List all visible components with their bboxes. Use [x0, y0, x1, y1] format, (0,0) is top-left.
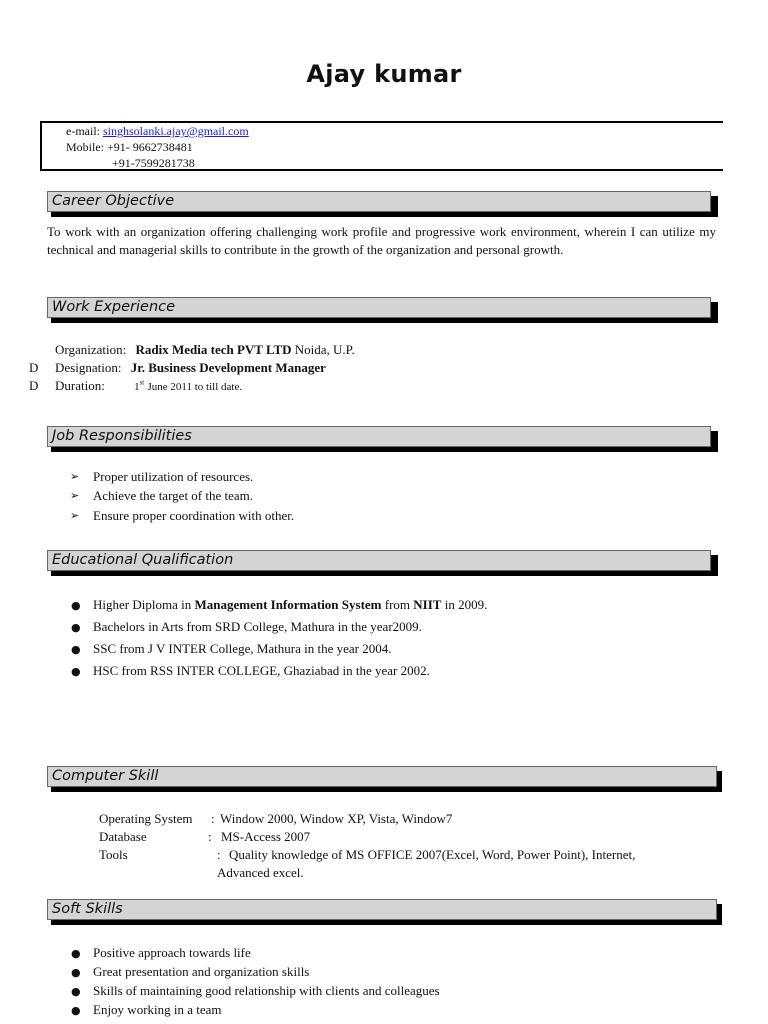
duration-row — [55, 378, 242, 394]
list-marker: D — [29, 378, 39, 393]
duration-label: Duration: — [55, 378, 105, 393]
tools-value: Quality knowledge of MS OFFICE 2007(Excel, Word, Power Point), Internet, — [229, 847, 636, 862]
responsibility-item: Ensure proper coordination with other. — [93, 508, 295, 523]
designation-row — [55, 360, 326, 376]
bullet-icon: ● — [71, 665, 81, 678]
organization-label: Organization: — [55, 342, 127, 357]
designation-label: Designation: — [55, 360, 122, 375]
mobile-label: Mobile: — [66, 140, 104, 154]
list-marker: D — [29, 360, 39, 375]
bullet-icon: ● — [71, 947, 81, 960]
database-label: Database — [99, 829, 147, 844]
mobile-number-1: +91- 9662738481 — [107, 140, 193, 154]
contact-box — [40, 121, 723, 171]
separator: : — [211, 811, 215, 826]
email-label: e-mail: — [66, 124, 100, 138]
bullet-icon: ● — [71, 966, 81, 979]
duration-suffix: st — [139, 378, 145, 387]
soft-skill-item: Great presentation and organization skills — [93, 964, 310, 979]
education-item: SSC from J V INTER College, Mathura in the year 2004. — [93, 641, 392, 656]
education-institute: NIIT — [413, 597, 442, 612]
os-value: Window 2000, Window XP, Vista, Window7 — [220, 811, 453, 826]
responsibility-item: Achieve the target of the team. — [93, 488, 254, 503]
database-value: MS-Access 2007 — [221, 829, 311, 844]
email-row — [66, 124, 249, 139]
separator: : — [217, 847, 221, 862]
bullet-icon: ● — [71, 643, 81, 656]
work-experience-heading: Work Experience — [47, 297, 711, 318]
tools-value-continued: Advanced excel. — [217, 865, 304, 880]
computer-skill-heading: Computer Skill — [47, 766, 717, 787]
organization-name: Radix Media tech PVT LTD — [135, 342, 292, 357]
duration-value: June 2011 to till date. — [147, 381, 243, 393]
bullet-icon: ● — [71, 1004, 81, 1017]
education-item: HSC from RSS INTER COLLEGE, Ghaziabad in the year 2002. — [93, 663, 430, 678]
education-text: in 2009. — [441, 597, 488, 612]
education-heading: Educational Qualification — [47, 550, 711, 571]
arrow-bullet-icon: ➢ — [70, 489, 80, 502]
bullet-icon: ● — [71, 985, 81, 998]
soft-skills-heading: Soft Skills — [47, 899, 717, 920]
organization-row — [55, 342, 355, 358]
arrow-bullet-icon: ➢ — [70, 470, 80, 483]
education-text: Higher Diploma in — [93, 597, 195, 612]
soft-skill-item: Enjoy working in a team — [93, 1002, 222, 1017]
os-label: Operating System — [99, 811, 193, 826]
education-text: from — [381, 597, 414, 612]
email-link[interactable]: singhsolanki.ajay@gmail.com — [102, 124, 249, 138]
soft-skill-item: Positive approach towards life — [93, 945, 251, 960]
candidate-name: Ajay kumar — [306, 60, 462, 88]
education-program: Management Information System — [194, 597, 382, 612]
bullet-icon: ● — [71, 599, 81, 612]
designation-value: Jr. Business Development Manager — [130, 360, 326, 375]
mobile-number-2: +91-7599281738 — [112, 156, 195, 170]
duration-day: 1 — [134, 381, 140, 393]
career-objective-heading: Career Objective — [47, 191, 711, 212]
soft-skill-item: Skills of maintaining good relationship with clients and colleagues — [93, 983, 440, 998]
separator: : — [208, 829, 212, 844]
education-item: Bachelors in Arts from SRD College, Mathura in the year2009. — [93, 619, 422, 634]
arrow-bullet-icon: ➢ — [70, 509, 80, 522]
tools-label: Tools — [99, 847, 128, 862]
organization-location: Noida, U.P. — [294, 342, 355, 357]
job-responsibilities-heading: Job Responsibilities — [47, 426, 711, 447]
career-objective-text: To work with an organization offering challenging work profile and progressive work environment, wherein I can utilize my technical and managerial skills to contribute in the growth of the organization and personal growth. — [47, 224, 716, 257]
mobile-row — [66, 140, 193, 155]
education-item — [93, 597, 487, 613]
bullet-icon: ● — [71, 621, 81, 634]
responsibility-item: Proper utilization of resources. — [93, 469, 254, 484]
